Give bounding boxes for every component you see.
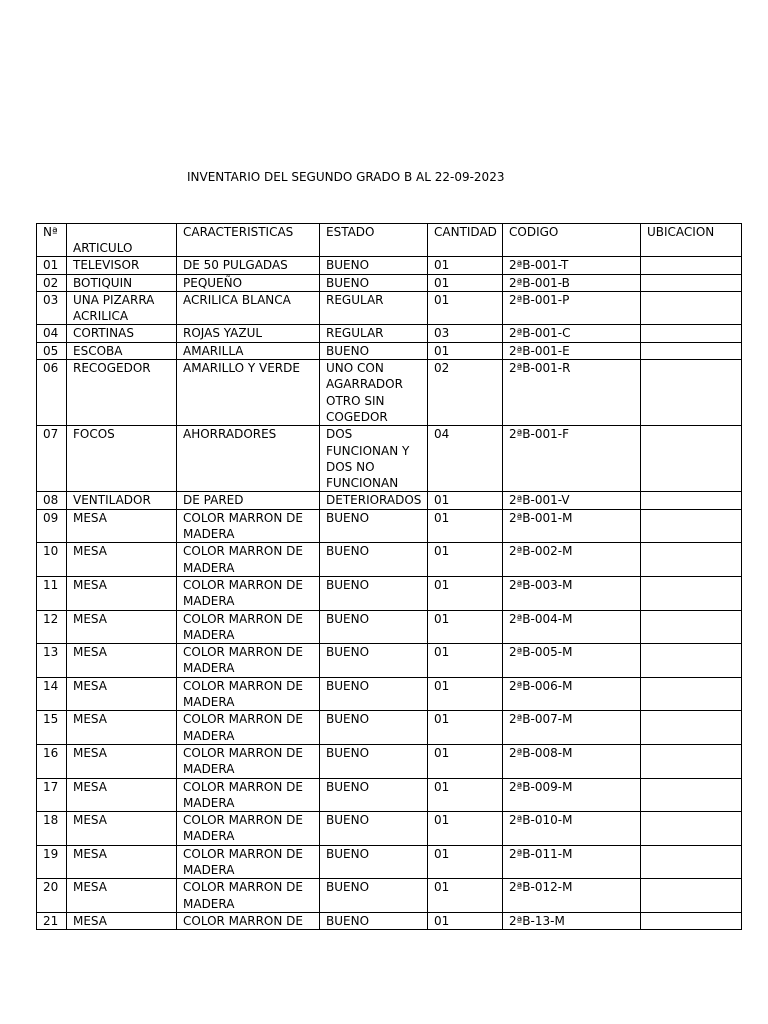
cell-articulo: CORTINAS (67, 325, 177, 342)
table-row (37, 845, 742, 879)
cell-codigo: 2ªB-003-M (503, 576, 641, 610)
cell-articulo: MESA (67, 576, 177, 610)
header-ubicacion: UBICACION (641, 224, 742, 257)
cell-num: 02 (37, 274, 67, 291)
cell-estado: BUENO (320, 912, 428, 929)
cell-articulo: ESCOBA (67, 342, 177, 359)
cell-codigo: 2ªB-010-M (503, 812, 641, 846)
cell-estado: BUENO (320, 744, 428, 778)
cell-ubicacion (641, 744, 742, 778)
table-row (37, 677, 742, 711)
cell-estado: BUENO (320, 812, 428, 846)
cell-ubicacion (641, 845, 742, 879)
cell-num: 15 (37, 711, 67, 745)
table-row (37, 492, 742, 509)
cell-estado: BUENO (320, 576, 428, 610)
cell-cantidad: 01 (428, 492, 503, 509)
cell-estado: BUENO (320, 845, 428, 879)
cell-caracteristicas: COLOR MARRON DE MADERA (177, 879, 320, 913)
cell-num: 12 (37, 610, 67, 644)
cell-articulo: MESA (67, 778, 177, 812)
cell-estado: BUENO (320, 257, 428, 274)
cell-codigo: 2ªB-011-M (503, 845, 641, 879)
cell-cantidad: 01 (428, 576, 503, 610)
cell-codigo: 2ªB-009-M (503, 778, 641, 812)
cell-codigo: 2ªB-004-M (503, 610, 641, 644)
cell-estado: DOS FUNCIONAN Y DOS NO FUNCIONAN (320, 426, 428, 492)
cell-articulo: MESA (67, 677, 177, 711)
header-articulo (67, 224, 177, 257)
table-header-row (37, 224, 742, 257)
cell-articulo: MESA (67, 543, 177, 577)
cell-ubicacion (641, 644, 742, 678)
cell-estado: BUENO (320, 274, 428, 291)
cell-num: 03 (37, 291, 67, 325)
cell-codigo: 2ªB-002-M (503, 543, 641, 577)
cell-num: 05 (37, 342, 67, 359)
cell-ubicacion (641, 291, 742, 325)
cell-cantidad: 01 (428, 291, 503, 325)
header-codigo: CODIGO (503, 224, 641, 257)
cell-estado: REGULAR (320, 325, 428, 342)
cell-articulo: MESA (67, 912, 177, 929)
cell-codigo: 2ªB-001-M (503, 509, 641, 543)
cell-cantidad: 03 (428, 325, 503, 342)
cell-cantidad: 01 (428, 644, 503, 678)
cell-caracteristicas: COLOR MARRON DE MADERA (177, 610, 320, 644)
cell-caracteristicas: DE 50 PULGADAS (177, 257, 320, 274)
cell-num: 16 (37, 744, 67, 778)
cell-articulo: UNA PIZARRA ACRILICA (67, 291, 177, 325)
cell-cantidad: 01 (428, 677, 503, 711)
table-row (37, 879, 742, 913)
cell-ubicacion (641, 812, 742, 846)
cell-codigo: 2ªB-007-M (503, 711, 641, 745)
cell-num: 13 (37, 644, 67, 678)
cell-num: 09 (37, 509, 67, 543)
cell-num: 06 (37, 360, 67, 426)
cell-num: 11 (37, 576, 67, 610)
cell-estado: BUENO (320, 711, 428, 745)
cell-num: 14 (37, 677, 67, 711)
cell-estado: BUENO (320, 677, 428, 711)
cell-ubicacion (641, 543, 742, 577)
cell-num: 17 (37, 778, 67, 812)
cell-estado: BUENO (320, 610, 428, 644)
cell-estado: BUENO (320, 644, 428, 678)
cell-ubicacion (641, 360, 742, 426)
table-row (37, 644, 742, 678)
cell-codigo: 2ªB-001-P (503, 291, 641, 325)
cell-codigo: 2ªB-001-B (503, 274, 641, 291)
table-row (37, 778, 742, 812)
header-num: Nª (37, 224, 67, 257)
cell-caracteristicas: ROJAS YAZUL (177, 325, 320, 342)
table-body (37, 257, 742, 930)
table-row (37, 509, 742, 543)
document-title: INVENTARIO DEL SEGUNDO GRADO B AL 22-09-2023 (187, 170, 505, 184)
cell-caracteristicas: COLOR MARRON DE MADERA (177, 576, 320, 610)
cell-articulo: VENTILADOR (67, 492, 177, 509)
cell-estado: BUENO (320, 879, 428, 913)
cell-caracteristicas: COLOR MARRON DE MADERA (177, 677, 320, 711)
table-row (37, 257, 742, 274)
cell-cantidad: 01 (428, 744, 503, 778)
cell-caracteristicas: AHORRADORES (177, 426, 320, 492)
cell-articulo: RECOGEDOR (67, 360, 177, 426)
cell-articulo: MESA (67, 509, 177, 543)
cell-num: 10 (37, 543, 67, 577)
cell-codigo: 2ªB-001-E (503, 342, 641, 359)
cell-articulo: MESA (67, 845, 177, 879)
cell-ubicacion (641, 610, 742, 644)
cell-articulo: MESA (67, 610, 177, 644)
cell-articulo: MESA (67, 879, 177, 913)
header-cantidad: CANTIDAD (428, 224, 503, 257)
table-row (37, 426, 742, 492)
cell-codigo: 2ªB-008-M (503, 744, 641, 778)
cell-cantidad: 01 (428, 912, 503, 929)
cell-caracteristicas: AMARILLA (177, 342, 320, 359)
cell-cantidad: 01 (428, 879, 503, 913)
table-row (37, 812, 742, 846)
cell-articulo: BOTIQUIN (67, 274, 177, 291)
cell-cantidad: 01 (428, 509, 503, 543)
inventory-table (36, 223, 742, 930)
cell-estado: BUENO (320, 342, 428, 359)
cell-cantidad: 01 (428, 778, 503, 812)
header-estado: ESTADO (320, 224, 428, 257)
cell-estado: REGULAR (320, 291, 428, 325)
cell-cantidad: 01 (428, 274, 503, 291)
cell-ubicacion (641, 274, 742, 291)
cell-num: 19 (37, 845, 67, 879)
cell-estado: BUENO (320, 778, 428, 812)
cell-ubicacion (641, 509, 742, 543)
cell-num: 04 (37, 325, 67, 342)
cell-caracteristicas: COLOR MARRON DE MADERA (177, 644, 320, 678)
cell-ubicacion (641, 778, 742, 812)
cell-codigo: 2ªB-005-M (503, 644, 641, 678)
table-row (37, 360, 742, 426)
cell-cantidad: 01 (428, 845, 503, 879)
cell-num: 07 (37, 426, 67, 492)
cell-num: 21 (37, 912, 67, 929)
table-row (37, 291, 742, 325)
table-row (37, 912, 742, 929)
cell-ubicacion (641, 342, 742, 359)
cell-estado: BUENO (320, 509, 428, 543)
cell-ubicacion (641, 492, 742, 509)
cell-codigo: 2ªB-001-V (503, 492, 641, 509)
cell-caracteristicas: COLOR MARRON DE MADERA (177, 812, 320, 846)
cell-codigo: 2ªB-001-F (503, 426, 641, 492)
cell-ubicacion (641, 325, 742, 342)
cell-estado: UNO CON AGARRADOR OTRO SIN COGEDOR (320, 360, 428, 426)
table-row (37, 543, 742, 577)
cell-codigo: 2ªB-001-R (503, 360, 641, 426)
cell-caracteristicas: COLOR MARRON DE (177, 912, 320, 929)
cell-codigo: 2ªB-006-M (503, 677, 641, 711)
table-row (37, 342, 742, 359)
cell-codigo: 2ªB-001-C (503, 325, 641, 342)
table-row (37, 610, 742, 644)
cell-caracteristicas: COLOR MARRON DE MADERA (177, 744, 320, 778)
cell-cantidad: 01 (428, 711, 503, 745)
header-articulo-label: ARTICULO (73, 241, 133, 255)
cell-ubicacion (641, 257, 742, 274)
cell-caracteristicas: COLOR MARRON DE MADERA (177, 845, 320, 879)
cell-cantidad: 01 (428, 342, 503, 359)
cell-ubicacion (641, 677, 742, 711)
cell-cantidad: 01 (428, 610, 503, 644)
cell-cantidad: 02 (428, 360, 503, 426)
table-row (37, 711, 742, 745)
cell-articulo: MESA (67, 644, 177, 678)
cell-caracteristicas: AMARILLO Y VERDE (177, 360, 320, 426)
cell-estado: BUENO (320, 543, 428, 577)
cell-ubicacion (641, 912, 742, 929)
cell-ubicacion (641, 576, 742, 610)
cell-caracteristicas: COLOR MARRON DE MADERA (177, 778, 320, 812)
cell-articulo: MESA (67, 711, 177, 745)
cell-cantidad: 01 (428, 812, 503, 846)
cell-codigo: 2ªB-012-M (503, 879, 641, 913)
table-row (37, 325, 742, 342)
cell-caracteristicas: PEQUEÑO (177, 274, 320, 291)
cell-cantidad: 01 (428, 257, 503, 274)
cell-ubicacion (641, 426, 742, 492)
cell-articulo: TELEVISOR (67, 257, 177, 274)
cell-num: 08 (37, 492, 67, 509)
cell-caracteristicas: COLOR MARRON DE MADERA (177, 711, 320, 745)
cell-ubicacion (641, 879, 742, 913)
cell-articulo: FOCOS (67, 426, 177, 492)
cell-caracteristicas: DE PARED (177, 492, 320, 509)
cell-num: 20 (37, 879, 67, 913)
cell-num: 01 (37, 257, 67, 274)
cell-caracteristicas: ACRILICA BLANCA (177, 291, 320, 325)
cell-ubicacion (641, 711, 742, 745)
table-row (37, 744, 742, 778)
cell-cantidad: 01 (428, 543, 503, 577)
cell-codigo: 2ªB-001-T (503, 257, 641, 274)
cell-num: 18 (37, 812, 67, 846)
cell-articulo: MESA (67, 744, 177, 778)
header-caracteristicas: CARACTERISTICAS (177, 224, 320, 257)
cell-caracteristicas: COLOR MARRON DE MADERA (177, 509, 320, 543)
table-row (37, 274, 742, 291)
cell-articulo: MESA (67, 812, 177, 846)
cell-codigo: 2ªB-13-M (503, 912, 641, 929)
table-row (37, 576, 742, 610)
cell-cantidad: 04 (428, 426, 503, 492)
cell-caracteristicas: COLOR MARRON DE MADERA (177, 543, 320, 577)
cell-estado: DETERIORADOS (320, 492, 428, 509)
